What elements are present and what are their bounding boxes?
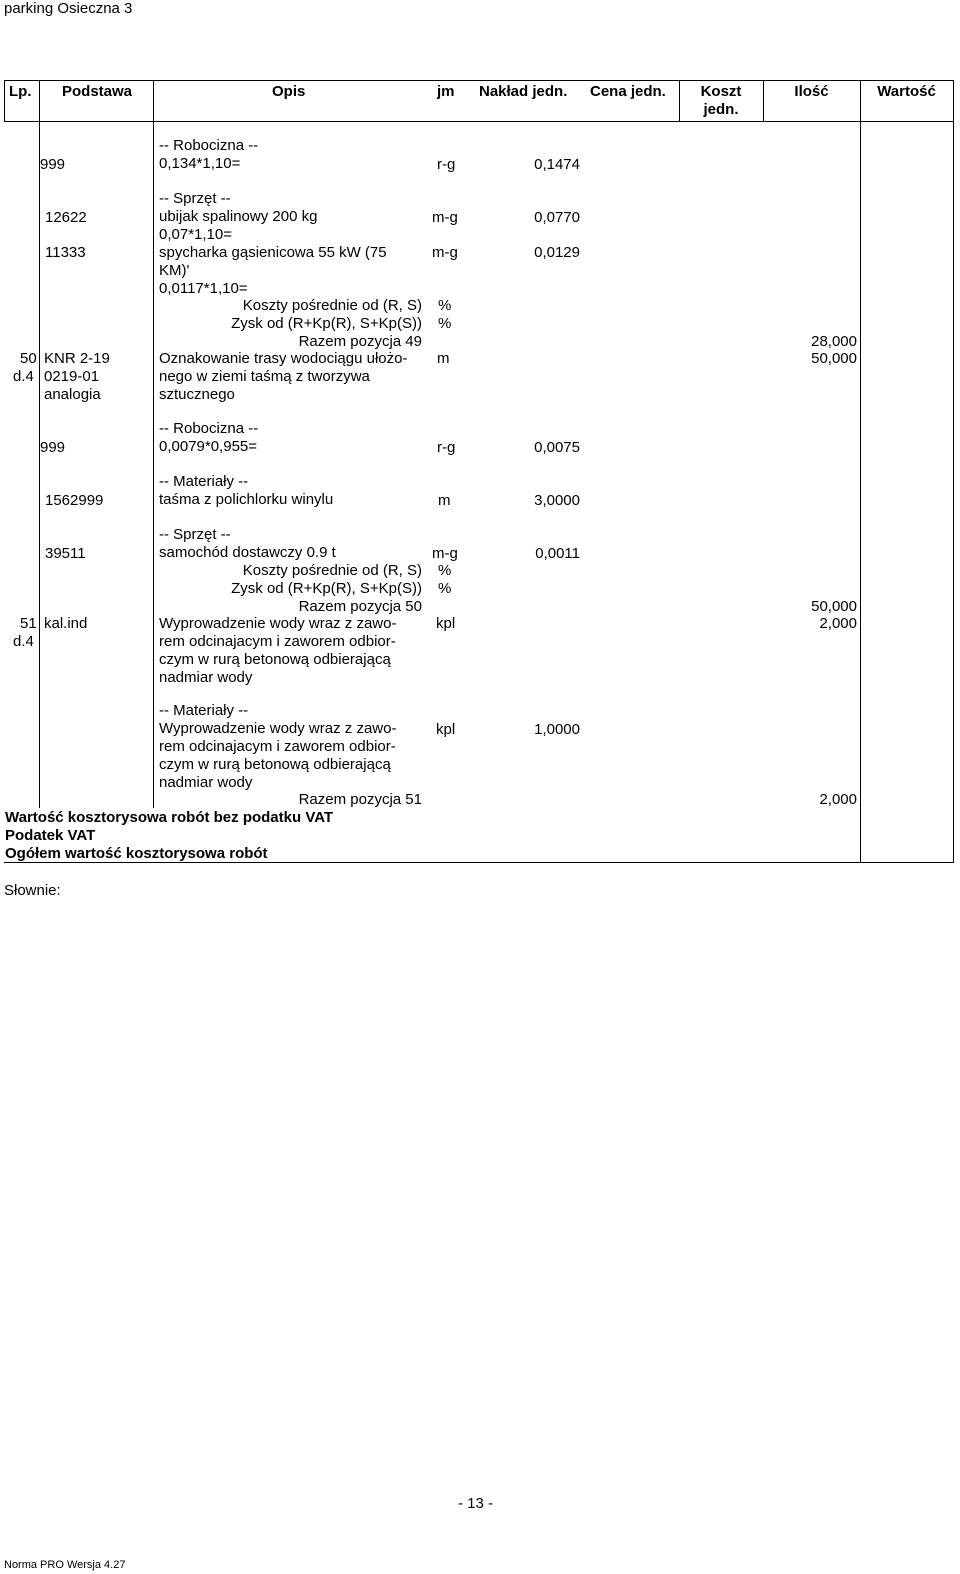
p50-basis1: KNR 2-19 [44, 350, 110, 367]
p50-r1-desc: 0,0079*0,955= [159, 438, 258, 455]
p49-r3-desc3: 0,0117*1,10= [159, 280, 248, 297]
p49-r2-code: 12622 [45, 209, 87, 226]
p51-razem-val: 2,000 [819, 791, 857, 808]
p50-robocizna-cat: -- Robocizna -- [159, 420, 259, 437]
p49-r2-desc1: ubijak spalinowy 200 kg [159, 208, 318, 225]
header-opis: Opis [272, 83, 306, 100]
p50-koszty-jm: % [438, 562, 452, 579]
summary-bez-vat: Wartość kosztorysowa robót bez podatku VAT [5, 809, 334, 826]
col-podstawa-divider [153, 80, 154, 808]
left-border [4, 80, 5, 122]
p50-zysk-jm: % [438, 580, 452, 597]
p51-desc3: czym w rurą betonową odbierającą [159, 651, 391, 668]
p49-robocizna-cat: -- Robocizna -- [159, 137, 259, 154]
p50-r3-desc: samochód dostawczy 0.9 t [159, 544, 336, 561]
header-bottom-border [4, 121, 954, 122]
p50-ilosc: 50,000 [811, 350, 857, 367]
p49-razem: Razem pozycja 49 [298, 333, 422, 350]
p50-materialy-cat: -- Materiały -- [159, 473, 249, 490]
p49-r3-val: 0,0129 [534, 244, 580, 261]
p50-desc2: nego w ziemi taśmą z tworzywa [159, 368, 370, 385]
p49-r3-jm: m-g [432, 244, 458, 261]
p51-desc1: Wyprowadzenie wody wraz z zawo- [159, 615, 397, 632]
p49-koszty-jm: % [438, 297, 452, 314]
p51-mat-desc3: czym w rurą betonową odbierającą [159, 756, 391, 773]
p51-ilosc: 2,000 [819, 615, 857, 632]
p49-r3-code: 11333 [45, 244, 86, 261]
p50-r3-code: 39511 [45, 545, 86, 562]
p50-razem: Razem pozycja 50 [298, 598, 422, 615]
p50-r1-code: 999 [40, 439, 66, 456]
p49-r1-jm: r-g [437, 156, 456, 173]
p51-basis: kal.ind [44, 615, 88, 632]
p51-desc4: nadmiar wody [159, 669, 253, 686]
p50-sprzet-cat: -- Sprzęt -- [159, 526, 231, 543]
p49-sprzet-cat: -- Sprzęt -- [159, 190, 231, 207]
p49-koszty: Koszty pośrednie od (R, S) [242, 297, 422, 314]
p49-r2-desc2: 0,07*1,10= [159, 226, 232, 243]
p51-mat-desc4: nadmiar wody [159, 774, 253, 791]
p50-r2-jm: m [438, 492, 451, 509]
p51-mat-jm: kpl [436, 721, 456, 738]
page-title: parking Osieczna 3 [4, 0, 133, 17]
p51-jm: kpl [436, 615, 456, 632]
p50-desc3: sztucznego [159, 386, 235, 403]
p50-jm: m [437, 350, 450, 367]
p50-basis3: analogia [44, 386, 101, 403]
p49-r1-code: 999 [40, 156, 66, 173]
header-wartosc: Wartość [877, 83, 936, 100]
p49-r1-val: 0,1474 [534, 156, 580, 173]
p50-lp: 50 [20, 350, 37, 367]
p51-mat-desc1: Wyprowadzenie wody wraz z zawo- [159, 720, 397, 737]
page-number: - 13 - [458, 1495, 494, 1512]
p50-r1-jm: r-g [437, 439, 456, 456]
header-podstawa: Podstawa [62, 83, 133, 100]
p50-r3-jm: m-g [432, 545, 458, 562]
p49-razem-val: 28,000 [811, 333, 857, 350]
header-ilosc: Ilość [794, 83, 829, 100]
p49-r1-desc: 0,134*1,10= [159, 155, 241, 172]
p50-zysk: Zysk od (R+Kp(R), S+Kp(S)) [231, 580, 422, 597]
summary-ogolem: Ogółem wartość kosztorysowa robót [5, 845, 268, 862]
p49-r3-desc1: spycharka gąsienicowa 55 kW (75 [159, 244, 387, 261]
p50-razem-val: 50,000 [811, 598, 857, 615]
right-border [953, 80, 954, 863]
header-koszt: Koszt [700, 83, 742, 100]
p49-r2-jm: m-g [432, 209, 458, 226]
table-top-border [4, 80, 954, 81]
p51-desc2: rem odcinajacym i zaworem odbior- [159, 633, 396, 650]
slownie-label: Słownie: [4, 882, 61, 899]
p50-basis2: 0219-01 [44, 368, 100, 385]
header-lp: Lp. [9, 83, 32, 100]
header-naklad: Nakład jedn. [479, 83, 568, 100]
header-cena: Cena jedn. [590, 83, 666, 100]
p51-mat-desc2: rem odcinajacym i zaworem odbior- [159, 738, 396, 755]
p50-r2-code: 1562999 [45, 492, 104, 509]
p50-r3-val: 0,0011 [535, 545, 580, 562]
p50-lp-sub: d.4 [13, 368, 34, 385]
p49-r3-desc2: KM)' [159, 262, 190, 279]
p50-r2-desc: taśma z polichlorku winylu [159, 491, 334, 508]
p50-r1-val: 0,0075 [534, 439, 580, 456]
header-jm: jm [437, 83, 455, 100]
summary-vat: Podatek VAT [5, 827, 96, 844]
footer-software: Norma PRO Wersja 4.27 [4, 1559, 126, 1571]
header-koszt-jedn: jedn. [703, 101, 739, 118]
p51-materialy-cat: -- Materiały -- [159, 702, 249, 719]
p49-zysk-jm: % [438, 315, 452, 332]
p51-lp-sub: d.4 [13, 633, 34, 650]
p49-r2-val: 0,0770 [534, 209, 580, 226]
p51-razem: Razem pozycja 51 [298, 791, 422, 808]
p50-r2-val: 3,0000 [534, 492, 580, 509]
p51-lp: 51 [20, 615, 37, 632]
p51-mat-val: 1,0000 [534, 721, 580, 738]
p50-desc1: Oznakowanie trasy wodociągu ułożo- [159, 350, 408, 367]
p49-zysk: Zysk od (R+Kp(R), S+Kp(S)) [231, 315, 422, 332]
col-ilosc-divider [860, 80, 861, 863]
p50-koszty: Koszty pośrednie od (R, S) [242, 562, 422, 579]
